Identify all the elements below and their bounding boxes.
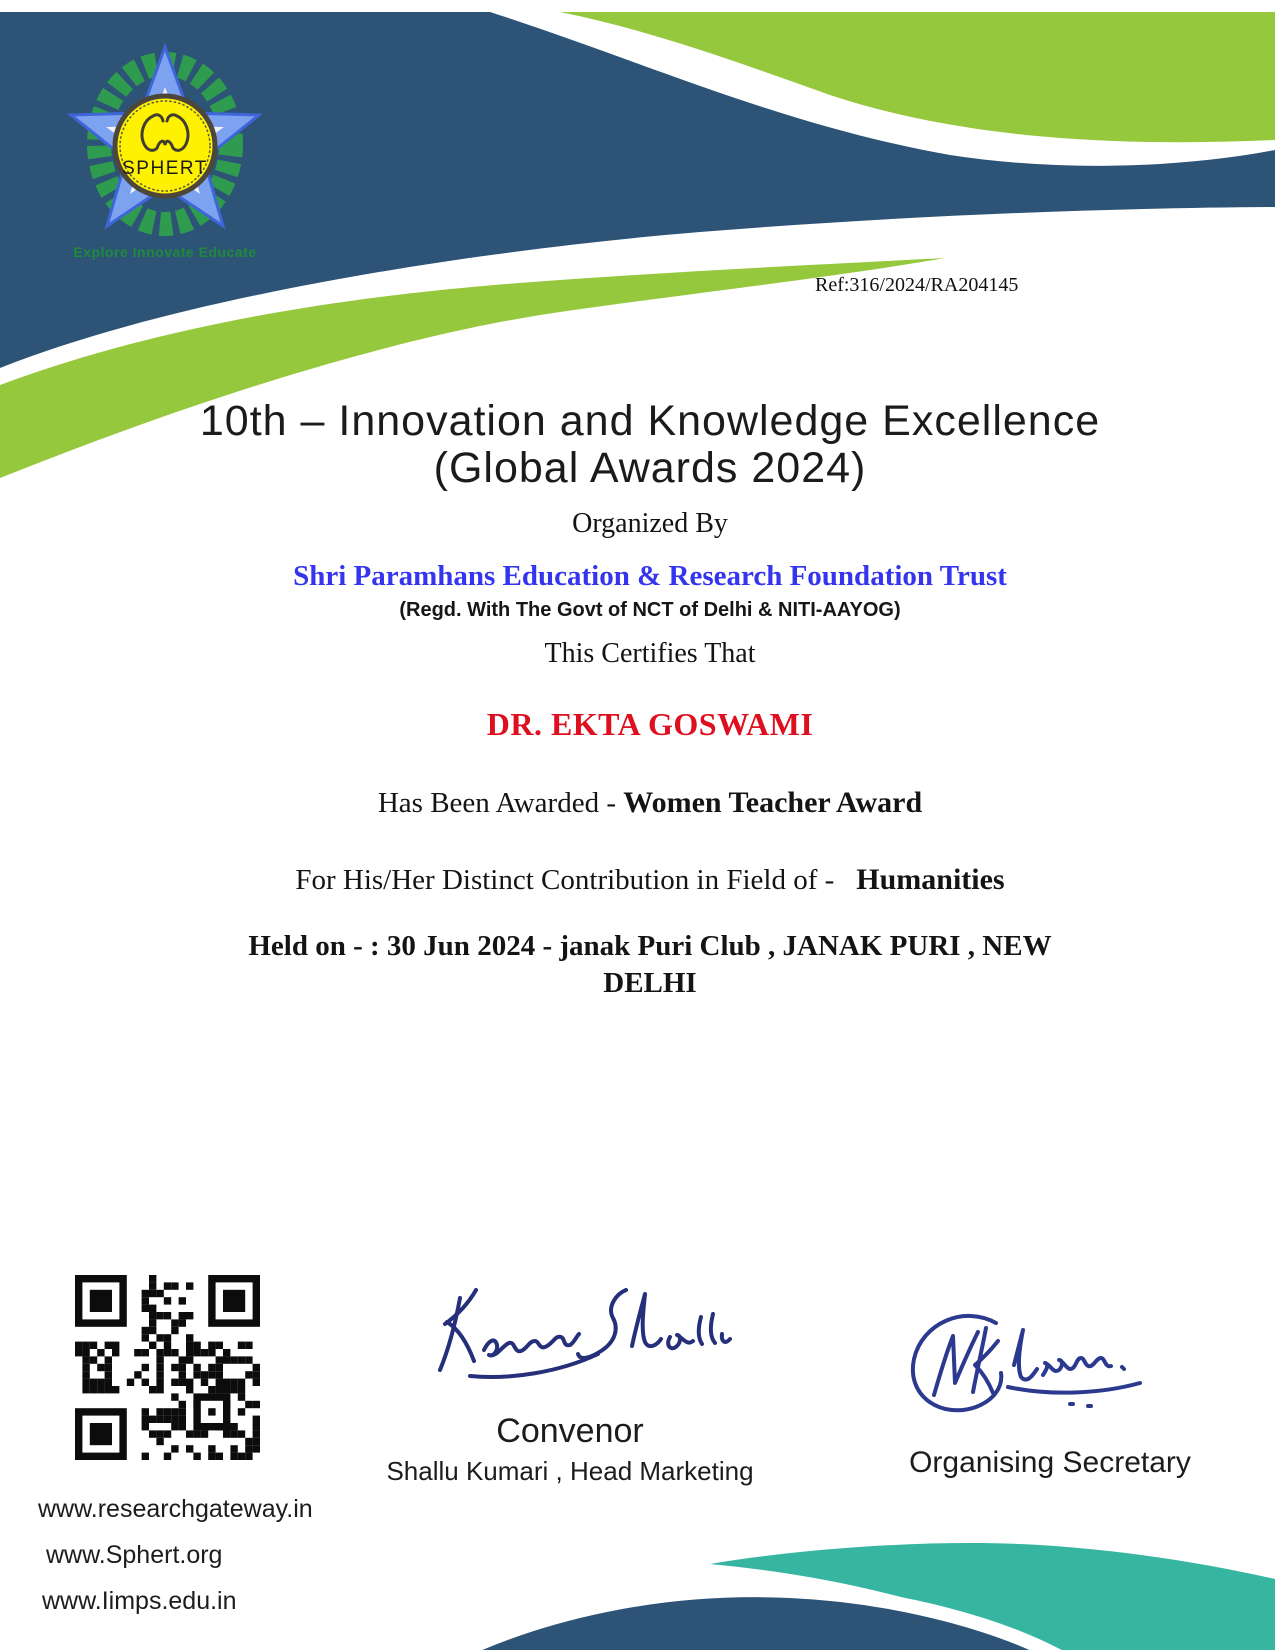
award-name: Women Teacher Award bbox=[623, 786, 923, 819]
medallion bbox=[115, 96, 215, 196]
title-line-2: (Global Awards 2024) bbox=[433, 444, 867, 492]
logo-tagline: Explore Innovate Educate bbox=[73, 244, 257, 260]
convenor-role-label: Convenor bbox=[496, 1412, 644, 1450]
qr-code bbox=[75, 1275, 260, 1460]
held-on-line bbox=[40, 928, 1260, 1002]
certifies-label: This Certifies That bbox=[544, 638, 756, 669]
organising-secretary-label: Organising Secretary bbox=[909, 1446, 1191, 1479]
registration-note: (Regd. With The Govt of NCT of Delhi & NITI-AAYOG) bbox=[399, 599, 901, 621]
organized-by-label: Organized By bbox=[572, 508, 728, 539]
contribution-prefix: For His/Her Distinct Contribution in Field of - bbox=[295, 864, 835, 896]
held-on-line-2: DELHI bbox=[603, 967, 697, 999]
link-iimps: www.Iimps.edu.in bbox=[42, 1587, 237, 1615]
reference-number: Ref:316/2024/RA204145 bbox=[815, 274, 1019, 296]
award-prefix: Has Been Awarded - bbox=[377, 787, 624, 819]
footer-swoosh-art bbox=[0, 1465, 1275, 1650]
logo-text: SPHERT bbox=[122, 158, 208, 179]
title-line-1: 10th – Innovation and Knowledge Excellence bbox=[199, 397, 1101, 445]
award-line bbox=[40, 786, 1260, 820]
field-name: Humanities bbox=[856, 863, 1005, 896]
contribution-line bbox=[40, 863, 1260, 897]
link-sphert: www.Sphert.org bbox=[46, 1541, 223, 1569]
secretary-signature bbox=[900, 1303, 1200, 1423]
convenor-name-label: Shallu Kumari , Head Marketing bbox=[386, 1456, 754, 1486]
recipient-name: DR. EKTA GOSWAMI bbox=[486, 706, 814, 742]
link-researchgateway: www.researchgateway.in bbox=[38, 1495, 313, 1523]
organization-name: Shri Paramhans Education & Research Foundation Trust bbox=[293, 560, 1007, 592]
convenor-signature bbox=[425, 1262, 735, 1392]
sphert-logo bbox=[60, 40, 270, 250]
held-on-line-1: Held on - : 30 Jun 2024 - janak Puri Club , JANAK PURI , NEW bbox=[248, 930, 1052, 962]
certificate-title bbox=[40, 398, 1260, 492]
